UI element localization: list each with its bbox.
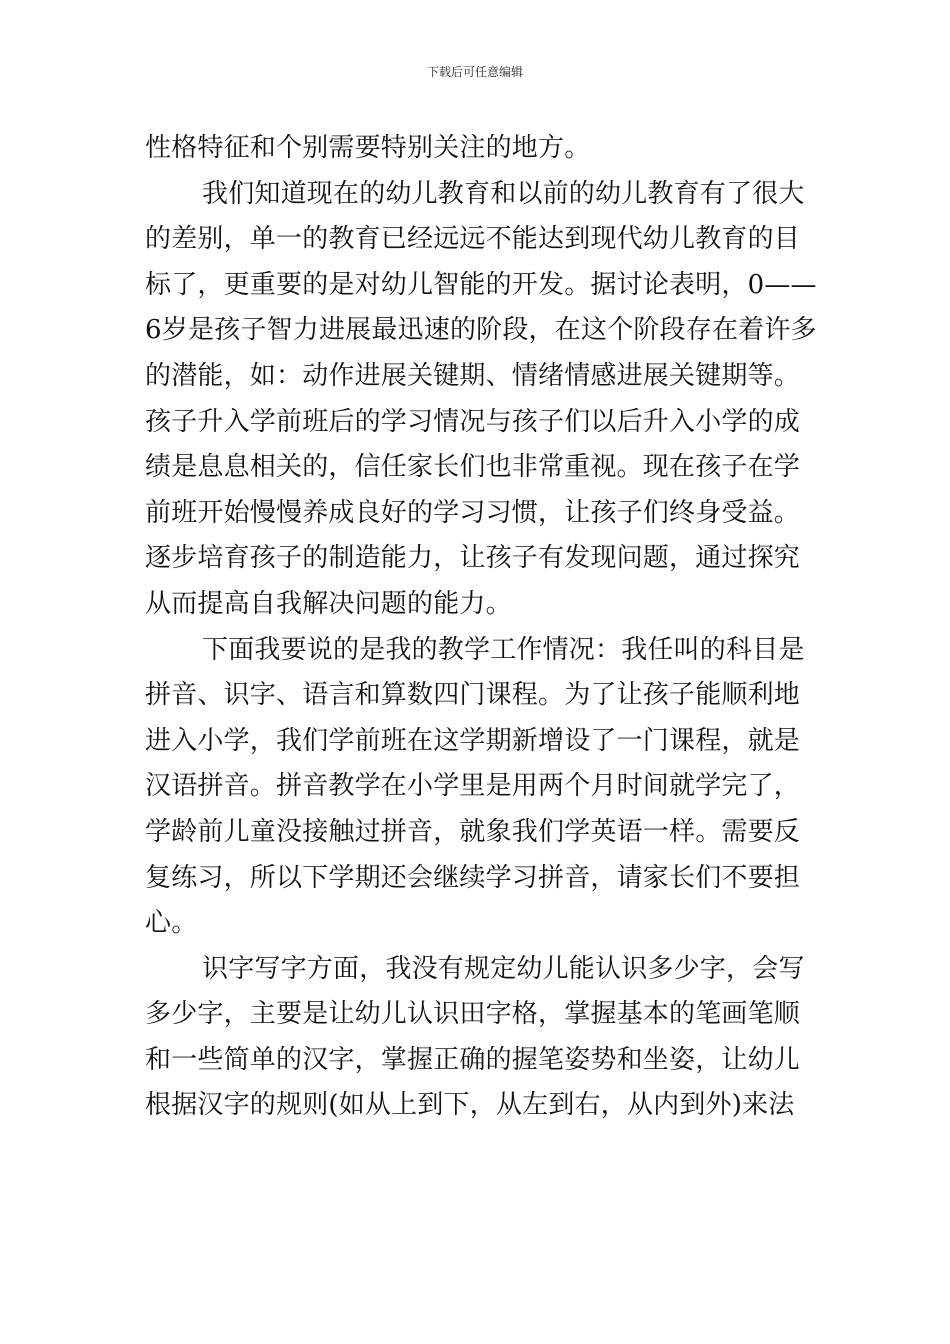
text-line: 的差别，单一的教育已经远远不能达到现代幼儿教育的目 xyxy=(145,224,801,255)
text-line: 逐步培育孩子的制造能力，让孩子有发现问题，通过探究 xyxy=(145,543,801,574)
text-line: 进入小学，我们学前班在这学期新增设了一门课程，就是 xyxy=(145,725,801,756)
document-body xyxy=(145,126,817,1129)
text-line: 复练习，所以下学期还会继续学习拼音，请家长们不要担 xyxy=(145,862,801,893)
text-line: 拼音、识字、语言和算数四门课程。为了让孩子能顺利地 xyxy=(145,680,801,711)
text-line: 性格特征和个别需要特别关注的地方。 xyxy=(145,133,591,163)
text-line: 从而提高自我解决问题的能力。 xyxy=(145,588,512,619)
text-line: 汉语拼音。拼音教学在小学里是用两个月时间就学完了， xyxy=(145,771,801,802)
text-line: 根据汉字的规则(如从上到下，从左到右，从内到外)来法 xyxy=(145,1090,795,1121)
text-line: 学龄前儿童没接触过拼音，就象我们学英语一样。需要反 xyxy=(145,816,801,847)
paragraph-start-line: 下面我要说的是我的教学工作情况：我任叫的科目是 xyxy=(202,634,805,665)
text-line: 多少字，主要是让幼儿认识田字格，掌握基本的笔画笔顺 xyxy=(145,999,801,1030)
text-line: 心。 xyxy=(145,908,198,939)
paragraph-start-line: 我们知道现在的幼儿教育和以前的幼儿教育有了很大 xyxy=(202,178,805,209)
paragraph-start-line: 识字写字方面，我没有规定幼儿能认识多少字，会写 xyxy=(202,953,805,984)
text-line: 和一些简单的汉字，掌握正确的握笔姿势和坐姿，让幼儿 xyxy=(145,1044,801,1075)
text-line: 6岁是孩子智力进展最迅速的阶段，在这个阶段存在着许多 xyxy=(145,315,817,346)
page-header-note: 下载后可任意编辑 xyxy=(426,65,523,79)
text-line: 绩是息息相关的，信任家长们也非常重视。现在孩子在学 xyxy=(145,452,801,483)
text-line: 孩子升入学前班后的学习情况与孩子们以后升入小学的成 xyxy=(145,406,801,437)
text-line: 的潜能，如：动作进展关键期、情绪情感进展关键期等。 xyxy=(145,360,801,391)
text-line: 前班开始慢慢养成良好的学习习惯，让孩子们终身受益。 xyxy=(145,497,801,528)
text-line: 标了，更重要的是对幼儿智能的开发。据讨论表明，0—— xyxy=(145,269,817,300)
